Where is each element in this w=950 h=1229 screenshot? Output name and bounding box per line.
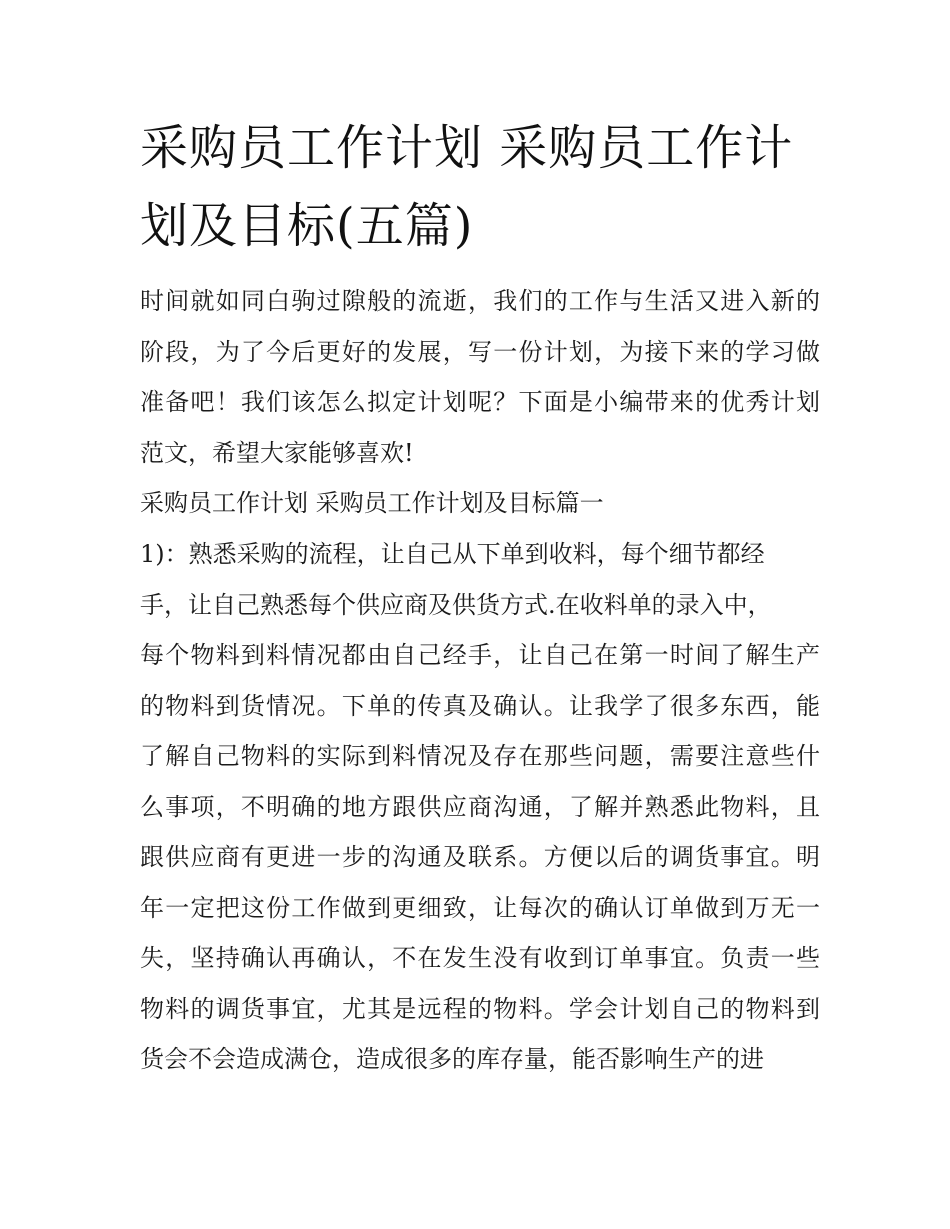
body-line-7: 跟供应商有更进一步的沟通及联系。方便以后的调货事宜。明 — [140, 843, 820, 871]
body-line-11: 货会不会造成满仓，造成很多的库存量，能否影响生产的进 — [140, 1045, 764, 1073]
body-line-4: 的物料到货情况。下单的传真及确认。让我学了很多东西，能 — [140, 692, 820, 720]
intro-line-2: 阶段，为了今后更好的发展，写一份计划，为接下来的学习做 — [140, 338, 820, 366]
document-title-line-2: 划及目标(五篇) — [140, 198, 474, 254]
body-line-5: 了解自己物料的实际到料情况及存在那些问题，需要注意些什 — [140, 742, 820, 770]
intro-line-3: 准备吧！我们该怎么拟定计划呢？下面是小编带来的优秀计划 — [140, 388, 820, 416]
body-line-10: 物料的调货事宜，尤其是远程的物料。学会计划自己的物料到 — [140, 995, 820, 1023]
document-title-line-1: 采购员工作计划 采购员工作计 — [140, 120, 794, 176]
section-heading: 采购员工作计划 采购员工作计划及目标篇一 — [140, 489, 604, 517]
body-line-2: 手，让自己熟悉每个供应商及供货方式.在收料单的录入中， — [140, 591, 772, 619]
body-line-3: 每个物料到料情况都由自己经手，让自己在第一时间了解生产 — [140, 641, 820, 669]
body-line-8: 年一定把这份工作做到更细致，让每次的确认订单做到万无一 — [140, 894, 820, 922]
body-line-6: 么事项，不明确的地方跟供应商沟通，了解并熟悉此物料，且 — [140, 793, 820, 821]
intro-line-4: 范文，希望大家能够喜欢! — [140, 439, 414, 467]
body-line-9: 失，坚持确认再确认，不在发生没有收到订单事宜。负责一些 — [140, 944, 820, 972]
intro-line-1: 时间就如同白驹过隙般的流逝，我们的工作与生活又进入新的 — [140, 287, 820, 315]
body-line-1: 1)：熟悉采购的流程，让自己从下单到收料，每个细节都经 — [140, 540, 765, 568]
